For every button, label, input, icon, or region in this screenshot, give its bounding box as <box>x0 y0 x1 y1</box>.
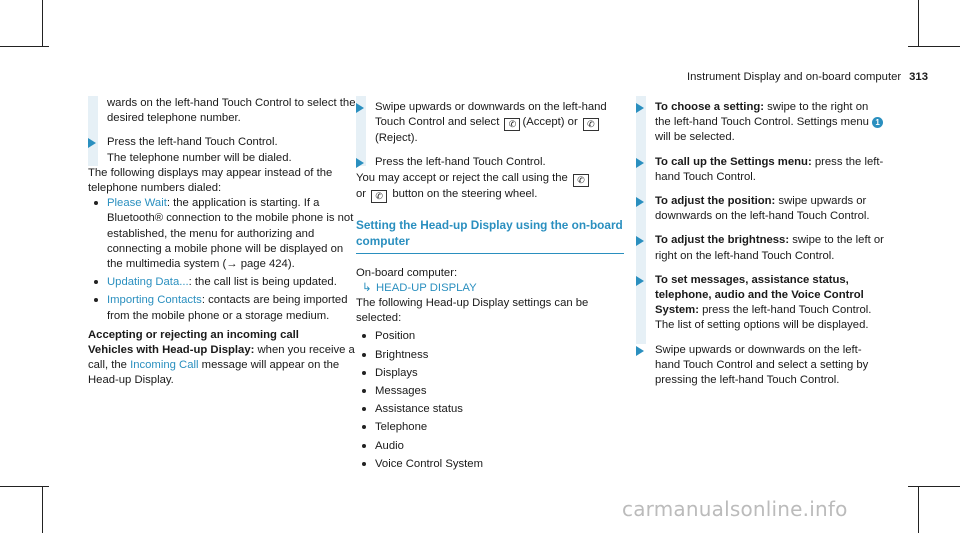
list-item <box>356 384 624 399</box>
bullet-icon <box>94 298 98 302</box>
list-item-text: Messages <box>375 385 427 398</box>
crop-mark <box>918 486 919 533</box>
crop-mark <box>42 0 43 47</box>
header-title: Instrument Display and on-board computer <box>687 71 902 83</box>
list-item <box>356 329 624 344</box>
list-item <box>356 420 624 435</box>
list-item-text: : the call list is being updated. <box>188 276 337 289</box>
list-item-text: Audio <box>375 439 404 452</box>
step-bold: To adjust the brightness: <box>655 234 790 247</box>
paragraph: The following Head-up Display settings can be selected: <box>356 297 589 325</box>
accept-call-icon: ✆ <box>504 118 520 131</box>
crop-mark <box>918 0 919 47</box>
step-text-part: swipe upwards or downwards on the left-hand Touch Control. <box>655 195 870 223</box>
list-item <box>88 293 358 323</box>
step-text: Press the left-hand Touch Control. <box>107 136 278 149</box>
bullet-icon <box>362 425 366 429</box>
vehicle-label: Vehicles with Head-up Display: <box>88 344 255 357</box>
list-item-text: Telephone <box>375 421 428 434</box>
crop-mark <box>908 46 960 47</box>
paragraph <box>356 171 624 203</box>
list-item <box>356 402 624 417</box>
step-arrow-icon <box>356 103 364 113</box>
onboard-label: On-board computer: <box>356 266 458 279</box>
step-arrow-icon <box>636 236 644 246</box>
list-item-text: Voice Control System <box>375 457 483 470</box>
bullet-icon <box>362 371 366 375</box>
nav-arrow-icon: ↳ <box>362 281 372 294</box>
step-bold: To set messages, assistance status, telephone, audio and the Voice Control System: <box>655 273 864 317</box>
crop-mark <box>908 486 960 487</box>
step-bold: To choose a setting: <box>655 101 765 113</box>
step-text-part: will be selected. <box>655 131 735 144</box>
status-link: Importing Contacts <box>107 294 202 307</box>
bullet-icon <box>362 407 366 411</box>
page-header <box>687 70 928 85</box>
menu-path: HEAD-UP DISPLAY <box>376 281 477 294</box>
step-text-part: Swipe upwards or downwards on the left-hand Touch Control and select <box>375 101 607 129</box>
paragraph-text: or <box>356 187 367 200</box>
list-item-text: : contacts are being imported from the mobile phone or a storage medium. <box>107 294 348 322</box>
step-text-part: swipe to the right on the left-hand Touch Control. Settings menu <box>655 101 873 129</box>
step-text: Press the left-hand Touch Control. <box>375 156 546 169</box>
paragraph <box>88 343 358 389</box>
list-item-text: : the application is starting. If a Bluetooth® connection to the mobile phone is not established, the menu for authorizing and connecting a mobile phone will be displayed on the multimedia system (→ page 424). <box>107 197 354 271</box>
step <box>356 155 624 170</box>
step-text-part: swipe to the left or right on the left-hand Touch Control. <box>655 234 884 262</box>
list-item <box>88 275 358 290</box>
step <box>636 155 886 185</box>
paragraph-text: when you receive a call, the <box>88 344 355 372</box>
list-item-text: Assistance status <box>375 403 463 416</box>
paragraph-text: button on the steering wheel. <box>392 187 538 200</box>
nav-path <box>356 281 624 296</box>
step-text: The telephone number will be dialed. <box>107 151 292 164</box>
step-bold: To call up the Settings menu: <box>655 155 812 168</box>
step-text <box>655 273 886 334</box>
column-1 <box>88 96 358 389</box>
bullet-icon <box>362 353 366 357</box>
page-number: 313 <box>909 71 928 83</box>
step <box>636 343 886 389</box>
step-arrow-icon <box>636 103 644 113</box>
step-text-part: (Reject). <box>375 132 418 145</box>
bullet-icon <box>362 389 366 393</box>
step-text-part: press the left-hand Touch Control. <box>655 155 884 183</box>
step-arrow-icon <box>636 276 644 286</box>
step-text <box>375 96 624 146</box>
step-arrow-icon <box>636 158 644 168</box>
message-link: Incoming Call <box>130 359 199 372</box>
reject-call-icon: ✆ <box>371 190 387 203</box>
bullet-icon <box>362 444 366 448</box>
step <box>636 194 886 224</box>
paragraph: The following displays may appear instead of the telephone numbers dialed: <box>88 166 333 195</box>
step-text <box>655 343 886 389</box>
bullet-icon <box>94 201 98 205</box>
list-item-text: Brightness <box>375 348 429 361</box>
step-text-part: (Accept) or <box>522 116 578 129</box>
status-link: Updating Data... <box>107 276 189 289</box>
step-text-part: Swipe upwards or downwards on the left-hand Touch Control and select a setting by pressing the left-hand Touch Control. <box>655 343 869 387</box>
step-bold: To adjust the position: <box>655 195 776 208</box>
step <box>636 96 886 146</box>
step <box>88 135 358 165</box>
crop-mark <box>0 46 49 47</box>
list-item <box>88 196 358 272</box>
watermark: carmanualsonline.info <box>622 497 848 521</box>
step-text <box>655 233 886 263</box>
step <box>636 273 886 334</box>
paragraph-text: You may accept or reject the call using the <box>356 171 568 184</box>
step-arrow-icon <box>636 197 644 207</box>
step-text <box>655 96 886 146</box>
settings-list <box>356 329 624 472</box>
bullet-icon <box>362 334 366 338</box>
step <box>356 96 624 146</box>
column-3 <box>636 96 886 388</box>
list-item <box>356 439 624 454</box>
column-2 <box>356 96 624 472</box>
list-item <box>356 457 624 472</box>
section-rule <box>356 253 624 254</box>
bullet-icon <box>362 462 366 466</box>
list-item <box>356 348 624 363</box>
callout-number: 1 <box>872 117 883 128</box>
step-arrow-icon <box>636 346 644 356</box>
list-item-text: Displays <box>375 366 418 379</box>
accept-call-icon: ✆ <box>573 174 589 187</box>
status-link: Please Wait <box>107 197 167 210</box>
step <box>636 233 886 263</box>
paragraph: wards on the left-hand Touch Control to select the desired telephone number. <box>107 97 356 125</box>
step-arrow-icon <box>88 138 96 148</box>
list-item <box>356 366 624 381</box>
crop-mark <box>42 486 43 533</box>
list-item-text: Position <box>375 330 416 343</box>
paragraph-text: message will appear on the Head-up Display. <box>88 359 340 387</box>
step-arrow-icon <box>356 158 364 168</box>
reject-call-icon: ✆ <box>583 118 599 131</box>
step-text-part: press the left-hand Touch Control. The list of setting options will be displayed. <box>655 304 872 332</box>
step-text <box>655 194 886 224</box>
section-title: Setting the Head-up Display using the on-board computer <box>356 217 623 248</box>
subheading: Accepting or rejecting an incoming call <box>88 328 299 341</box>
bullet-icon <box>94 280 98 284</box>
step-text <box>655 155 886 185</box>
crop-mark <box>0 486 49 487</box>
